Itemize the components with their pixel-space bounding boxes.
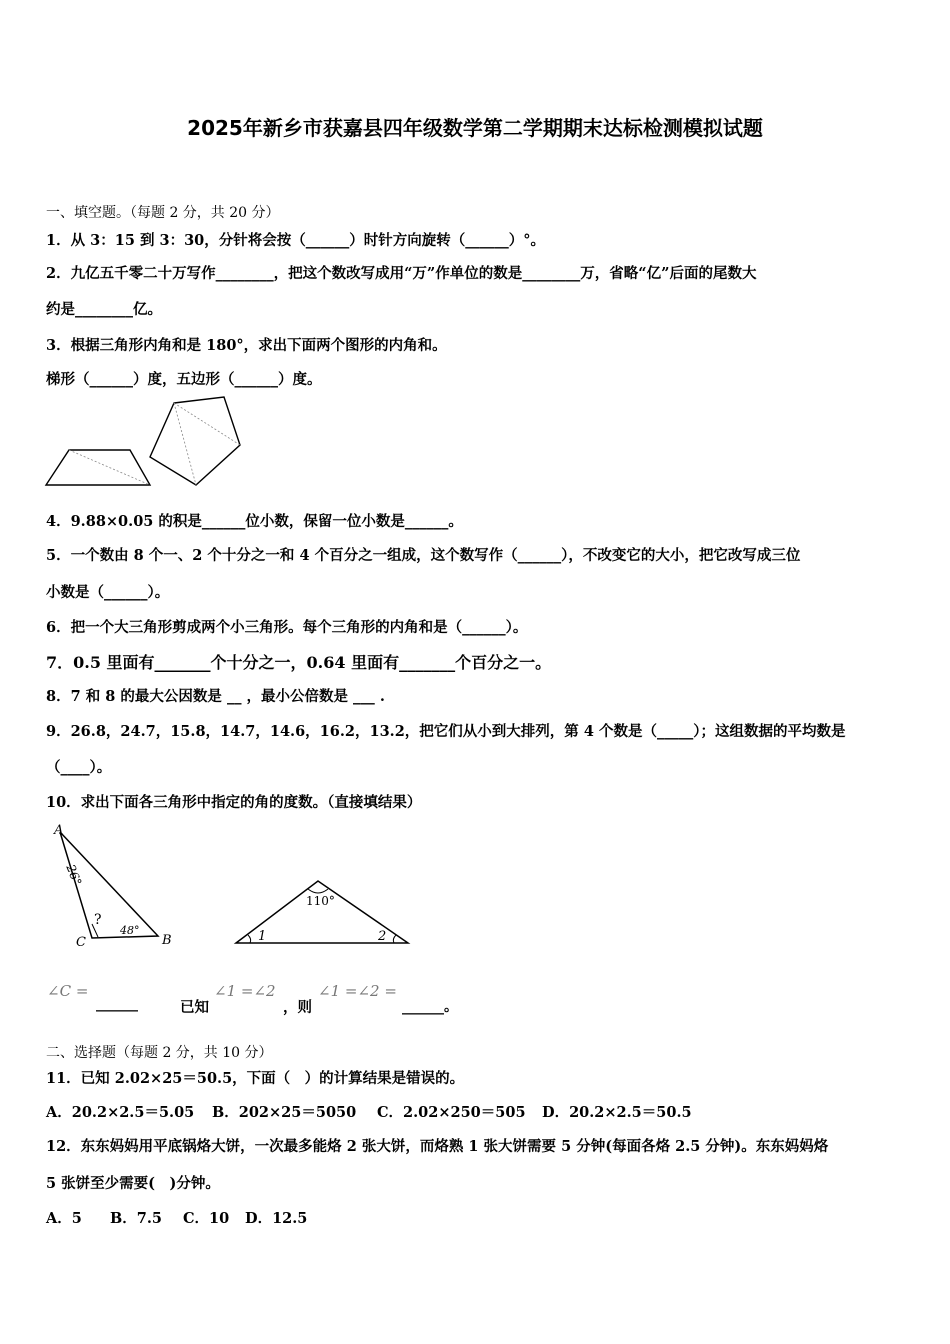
- angle-value-expression: ∠1 =∠2 =: [318, 982, 397, 1000]
- label-b: B: [162, 933, 172, 948]
- page-title: 2025年新乡市获嘉县四年级数学第二学期期末达标检测模拟试题: [187, 116, 763, 140]
- question-10: 10．求出下面各三角形中指定的角的度数。（直接填结果）: [46, 794, 422, 811]
- question-3-line-1: 3．根据三角形内角和是 180°，求出下面两个图形的内角和。: [46, 337, 447, 354]
- question-12-line-1: 12．东东妈妈用平底锅烙大饼，一次最多能烙 2 张大饼，而烙熟 1 张大饼需要 5 分钟(每面各烙 2.5 分钟)。东东妈妈烙: [46, 1138, 829, 1155]
- question-8: 8．7 和 8 的最大公因数是 __ ，最小公倍数是 ___ .: [46, 688, 385, 705]
- angle-26-label: 26°: [63, 862, 85, 888]
- question-5-line-2: 小数是（______）。: [46, 584, 170, 601]
- question-2-line-2: 约是________亿。: [46, 301, 162, 318]
- label-c: C: [76, 935, 86, 950]
- isosceles-triangle-figure: [232, 875, 417, 950]
- question-6: 6．把一个大三角形剪成两个小三角形。每个三角形的内角和是（______）。: [46, 619, 528, 636]
- question-4: 4．9.88×0.05 的积是______位小数，保留一位小数是______。: [46, 513, 463, 530]
- angle-1-label: 1: [258, 929, 267, 944]
- question-11-option-c: C．2.02×250＝505: [377, 1104, 526, 1121]
- question-9-line-1: 9．26.8，24.7，15.8，14.7，14.6，16.2，13.2，把它们从小到大排列，第 4 个数是（_____）；这组数据的平均数是: [46, 723, 846, 740]
- angle-2-label: 2: [378, 929, 387, 944]
- section-choice-heading: 二、选择题（每题 2 分，共 10 分）: [46, 1045, 273, 1061]
- question-11-option-d: D．20.2×2.5＝50.5: [542, 1104, 692, 1121]
- question-5-line-1: 5．一个数由 8 个一、2 个十分之一和 4 个百分之一组成，这个数写作（______），不改变它的大小，把它改写成三位: [46, 547, 801, 564]
- angle-c-expression: ∠C =: [47, 982, 89, 1000]
- trapezoid-pentagon-figure: [44, 395, 244, 490]
- unknown-angle-mark: ?: [94, 912, 102, 928]
- question-11-option-a: A．20.2×2.5＝5.05: [46, 1104, 195, 1121]
- then-label: ，则: [283, 999, 312, 1016]
- section-fill-in-heading: 一、填空题。（每题 2 分，共 20 分）: [46, 205, 280, 221]
- question-11: 11．已知 2.02×25＝50.5，下面（ ）的计算结果是错误的。: [46, 1070, 465, 1087]
- question-9-line-2: （____）。: [46, 759, 112, 776]
- question-12-option-b: B．7.5: [110, 1210, 162, 1227]
- trapezoid-shape: [46, 450, 150, 485]
- triangle-abc-figure: [50, 820, 190, 950]
- angle-c-blank: ______: [96, 996, 138, 1012]
- question-12-option-c: C．10: [183, 1210, 230, 1227]
- question-2-line-1: 2．九亿五千零二十万写作________，把这个数改写成用“万”作单位的数是________万，省略“亿”后面的尾数大: [46, 265, 757, 282]
- angle-value-blank: ______。: [402, 999, 458, 1015]
- question-12-option-d: D．12.5: [245, 1210, 308, 1227]
- question-12-option-a: A．5: [46, 1210, 82, 1227]
- label-a: A: [54, 823, 64, 838]
- question-3-line-2: 梯形（______）度，五边形（______）度。: [46, 371, 322, 388]
- angle-equal-expression: ∠1 =∠2: [214, 982, 276, 1000]
- angle-48-label: 48°: [120, 924, 140, 937]
- pentagon-shape: [150, 397, 240, 485]
- question-12-line-2: 5 张饼至少需要( )分钟。: [46, 1175, 220, 1192]
- question-7: 7．0.5 里面有_______个十分之一，0.64 里面有_______个百分之一。: [46, 653, 552, 672]
- question-11-option-b: B．202×25＝5050: [212, 1104, 357, 1121]
- known-label: 已知: [180, 999, 209, 1016]
- question-1: 1．从 3：15 到 3：30，分针将会按（______）时针方向旋转（______）°。: [46, 232, 546, 249]
- angle-110-label: 110°: [306, 894, 335, 908]
